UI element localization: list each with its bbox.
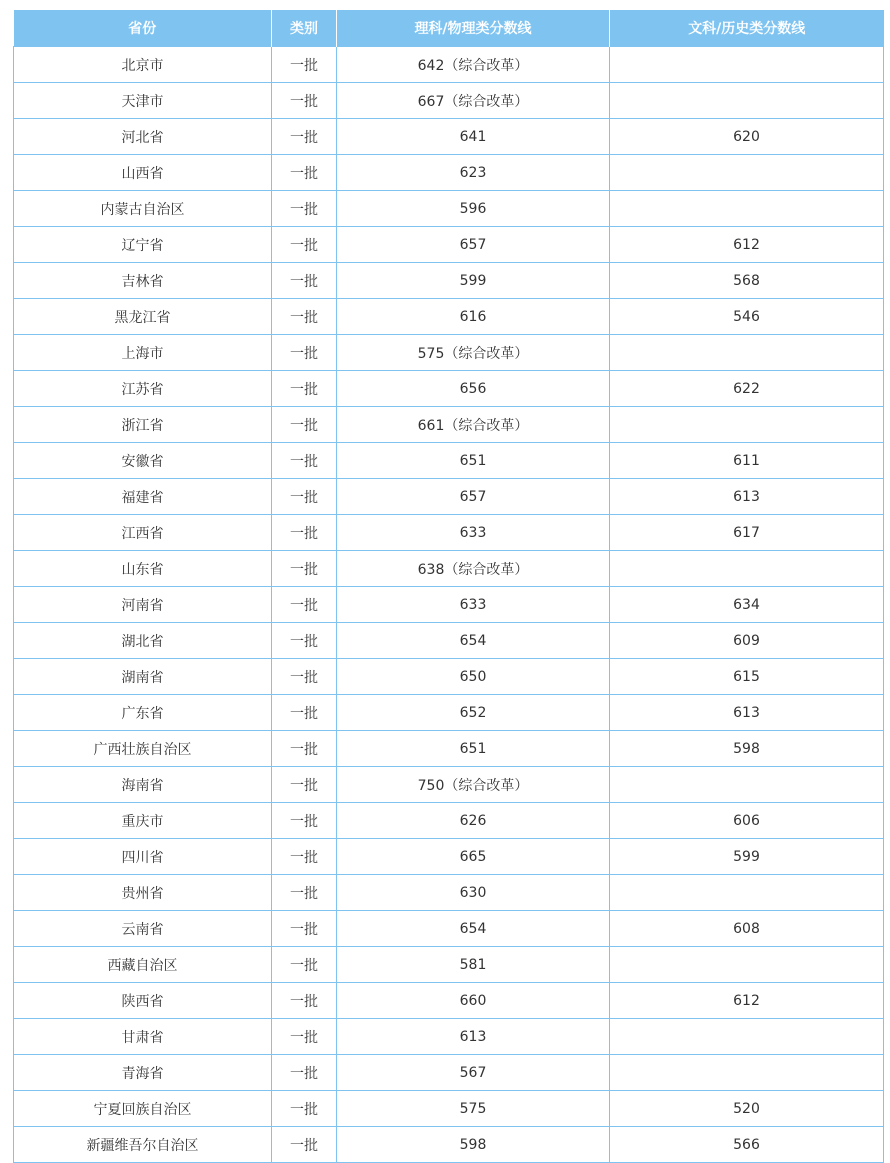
province-cell: 上海市 [14,335,272,371]
category-cell: 一批 [272,515,337,551]
table-row [14,551,884,587]
arts-score-cell [610,335,884,371]
header-arts-score: 文科/历史类分数线 [610,10,884,47]
science-score-cell: 650 [337,659,610,695]
arts-score-cell: 617 [610,515,884,551]
table-row [14,983,884,1019]
province-cell: 河北省 [14,119,272,155]
science-score-cell: 575 [337,1091,610,1127]
table-row [14,767,884,803]
category-cell: 一批 [272,1127,337,1163]
province-cell: 甘肃省 [14,1019,272,1055]
science-score-cell: 638（综合改革） [337,551,610,587]
province-cell: 海南省 [14,767,272,803]
province-cell: 辽宁省 [14,227,272,263]
province-cell: 湖南省 [14,659,272,695]
table-row [14,299,884,335]
province-cell: 四川省 [14,839,272,875]
province-cell: 河南省 [14,587,272,623]
science-score-cell: 665 [337,839,610,875]
arts-score-cell [610,551,884,587]
science-score-cell: 660 [337,983,610,1019]
arts-score-cell: 620 [610,119,884,155]
table-row [14,155,884,191]
table-row [14,371,884,407]
province-cell: 重庆市 [14,803,272,839]
table-row [14,695,884,731]
science-score-cell: 667（综合改革） [337,83,610,119]
table-row [14,1091,884,1127]
arts-score-cell [610,947,884,983]
province-cell: 西藏自治区 [14,947,272,983]
arts-score-cell: 622 [610,371,884,407]
header-row [14,10,884,47]
arts-score-cell [610,47,884,83]
science-score-cell: 633 [337,515,610,551]
science-score-cell: 651 [337,443,610,479]
table-row [14,263,884,299]
table-row [14,443,884,479]
category-cell: 一批 [272,227,337,263]
arts-score-cell [610,1019,884,1055]
province-cell: 吉林省 [14,263,272,299]
category-cell: 一批 [272,839,337,875]
table-row [14,335,884,371]
science-score-cell: 656 [337,371,610,407]
science-score-cell: 567 [337,1055,610,1091]
arts-score-cell: 613 [610,695,884,731]
category-cell: 一批 [272,551,337,587]
science-score-cell: 654 [337,623,610,659]
province-cell: 广西壮族自治区 [14,731,272,767]
category-cell: 一批 [272,911,337,947]
science-score-cell: 633 [337,587,610,623]
province-cell: 内蒙古自治区 [14,191,272,227]
arts-score-cell: 612 [610,227,884,263]
category-cell: 一批 [272,443,337,479]
table-row [14,47,884,83]
table-body [14,47,884,1163]
table-row [14,407,884,443]
science-score-cell: 581 [337,947,610,983]
category-cell: 一批 [272,407,337,443]
province-cell: 贵州省 [14,875,272,911]
province-cell: 陕西省 [14,983,272,1019]
arts-score-cell: 608 [610,911,884,947]
science-score-cell: 641 [337,119,610,155]
science-score-cell: 651 [337,731,610,767]
category-cell: 一批 [272,1055,337,1091]
arts-score-cell [610,767,884,803]
arts-score-cell: 606 [610,803,884,839]
province-cell: 广东省 [14,695,272,731]
table-row [14,875,884,911]
header-science-score: 理科/物理类分数线 [337,10,610,47]
table-row [14,479,884,515]
arts-score-cell: 520 [610,1091,884,1127]
province-cell: 北京市 [14,47,272,83]
table-row [14,227,884,263]
table-row [14,839,884,875]
table-row [14,119,884,155]
table-row [14,587,884,623]
category-cell: 一批 [272,875,337,911]
category-cell: 一批 [272,371,337,407]
province-cell: 新疆维吾尔自治区 [14,1127,272,1163]
arts-score-cell: 615 [610,659,884,695]
category-cell: 一批 [272,155,337,191]
arts-score-cell: 634 [610,587,884,623]
category-cell: 一批 [272,587,337,623]
arts-score-cell: 613 [610,479,884,515]
category-cell: 一批 [272,731,337,767]
science-score-cell: 596 [337,191,610,227]
table-row [14,515,884,551]
category-cell: 一批 [272,335,337,371]
table-row [14,659,884,695]
header-province: 省份 [14,10,272,47]
province-cell: 江苏省 [14,371,272,407]
category-cell: 一批 [272,479,337,515]
category-cell: 一批 [272,191,337,227]
arts-score-cell [610,407,884,443]
category-cell: 一批 [272,659,337,695]
arts-score-cell [610,83,884,119]
science-score-cell: 657 [337,227,610,263]
science-score-cell: 626 [337,803,610,839]
arts-score-cell: 546 [610,299,884,335]
arts-score-cell: 611 [610,443,884,479]
category-cell: 一批 [272,803,337,839]
table-row [14,947,884,983]
province-cell: 山西省 [14,155,272,191]
province-cell: 浙江省 [14,407,272,443]
category-cell: 一批 [272,47,337,83]
category-cell: 一批 [272,263,337,299]
science-score-cell: 613 [337,1019,610,1055]
province-cell: 青海省 [14,1055,272,1091]
science-score-cell: 652 [337,695,610,731]
province-cell: 宁夏回族自治区 [14,1091,272,1127]
province-cell: 山东省 [14,551,272,587]
category-cell: 一批 [272,1091,337,1127]
category-cell: 一批 [272,83,337,119]
arts-score-cell: 566 [610,1127,884,1163]
province-cell: 云南省 [14,911,272,947]
arts-score-cell [610,155,884,191]
category-cell: 一批 [272,767,337,803]
science-score-cell: 575（综合改革） [337,335,610,371]
arts-score-cell: 599 [610,839,884,875]
science-score-cell: 661（综合改革） [337,407,610,443]
table-row [14,1127,884,1163]
science-score-cell: 616 [337,299,610,335]
category-cell: 一批 [272,623,337,659]
arts-score-cell: 568 [610,263,884,299]
category-cell: 一批 [272,299,337,335]
category-cell: 一批 [272,119,337,155]
science-score-cell: 630 [337,875,610,911]
science-score-cell: 657 [337,479,610,515]
table-row [14,623,884,659]
arts-score-cell [610,875,884,911]
table-row [14,731,884,767]
table-row [14,1019,884,1055]
science-score-cell: 598 [337,1127,610,1163]
table-row [14,83,884,119]
province-cell: 湖北省 [14,623,272,659]
province-cell: 江西省 [14,515,272,551]
science-score-cell: 642（综合改革） [337,47,610,83]
province-cell: 天津市 [14,83,272,119]
arts-score-cell [610,191,884,227]
table-row [14,803,884,839]
arts-score-cell: 598 [610,731,884,767]
science-score-cell: 599 [337,263,610,299]
score-table [13,10,884,1163]
science-score-cell: 623 [337,155,610,191]
province-cell: 黑龙江省 [14,299,272,335]
arts-score-cell: 612 [610,983,884,1019]
table-row [14,1055,884,1091]
table-row [14,911,884,947]
science-score-cell: 654 [337,911,610,947]
science-score-cell: 750（综合改革） [337,767,610,803]
category-cell: 一批 [272,947,337,983]
category-cell: 一批 [272,983,337,1019]
province-cell: 福建省 [14,479,272,515]
province-cell: 安徽省 [14,443,272,479]
category-cell: 一批 [272,695,337,731]
header-category: 类别 [272,10,337,47]
category-cell: 一批 [272,1019,337,1055]
table-row [14,191,884,227]
arts-score-cell [610,1055,884,1091]
arts-score-cell: 609 [610,623,884,659]
